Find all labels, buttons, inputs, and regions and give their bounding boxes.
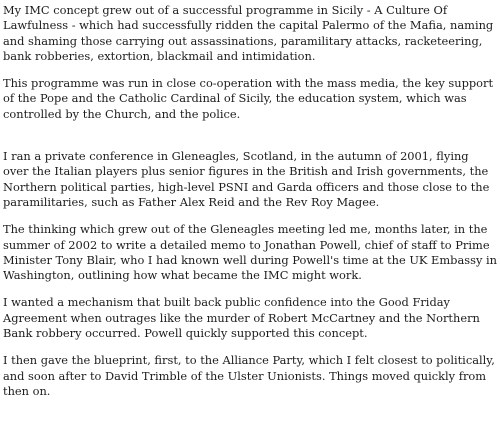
article-paragraph-5: I wanted a mechanism that built back public confidence into the Good Friday Agreement when outrages like the murder of Robert McCartney and the Northern Bank robbery occurred. Powell quickly supported this concept. [3, 295, 480, 341]
article-paragraph-2: This programme was run in close co-operation with the mass media, the key support of the Pope and the Catholic Cardinal of Sicily, the education system, which was controlled by the Church, and the police. [3, 76, 494, 121]
article-paragraph-3: I ran a private conference in Gleneagles, Scotland, in the autumn of 2001, flying over the Italian players plus senior figures in the British and Irish governments, the Northern political parties, high-level PSNI and Garda officers and those close to the paramilitaries, such as Father Alex Reid and the Rev Roy Magee. [3, 149, 490, 209]
article-paragraph-4: The thinking which grew out of the Gleneagles meeting led me, months later, in the summer of 2002 to write a detailed memo to Jonathan Powell, chief of staff to Prime Minister Tony Blair, who I had known well during Powell's time at the UK Embassy in Washington, outlining how what became the IMC might work. [3, 222, 497, 283]
article-paragraph-6: I then gave the blueprint, first, to the Alliance Party, which I felt closest to politically, and soon after to David Trimble of the Ulster Unionists. Things moved quickly from then on. [3, 353, 495, 398]
article-body [3, 3, 497, 399]
article-paragraph-1: My IMC concept grew out of a successful programme in Sicily - A Culture Of Lawfulness - which had successfully ridden the capital Palermo of the Mafia, naming and shaming those carrying out assassinations, paramilitary attacks, racketeering, bank robberies, extortion, blackmail and intimidation. [3, 3, 494, 63]
